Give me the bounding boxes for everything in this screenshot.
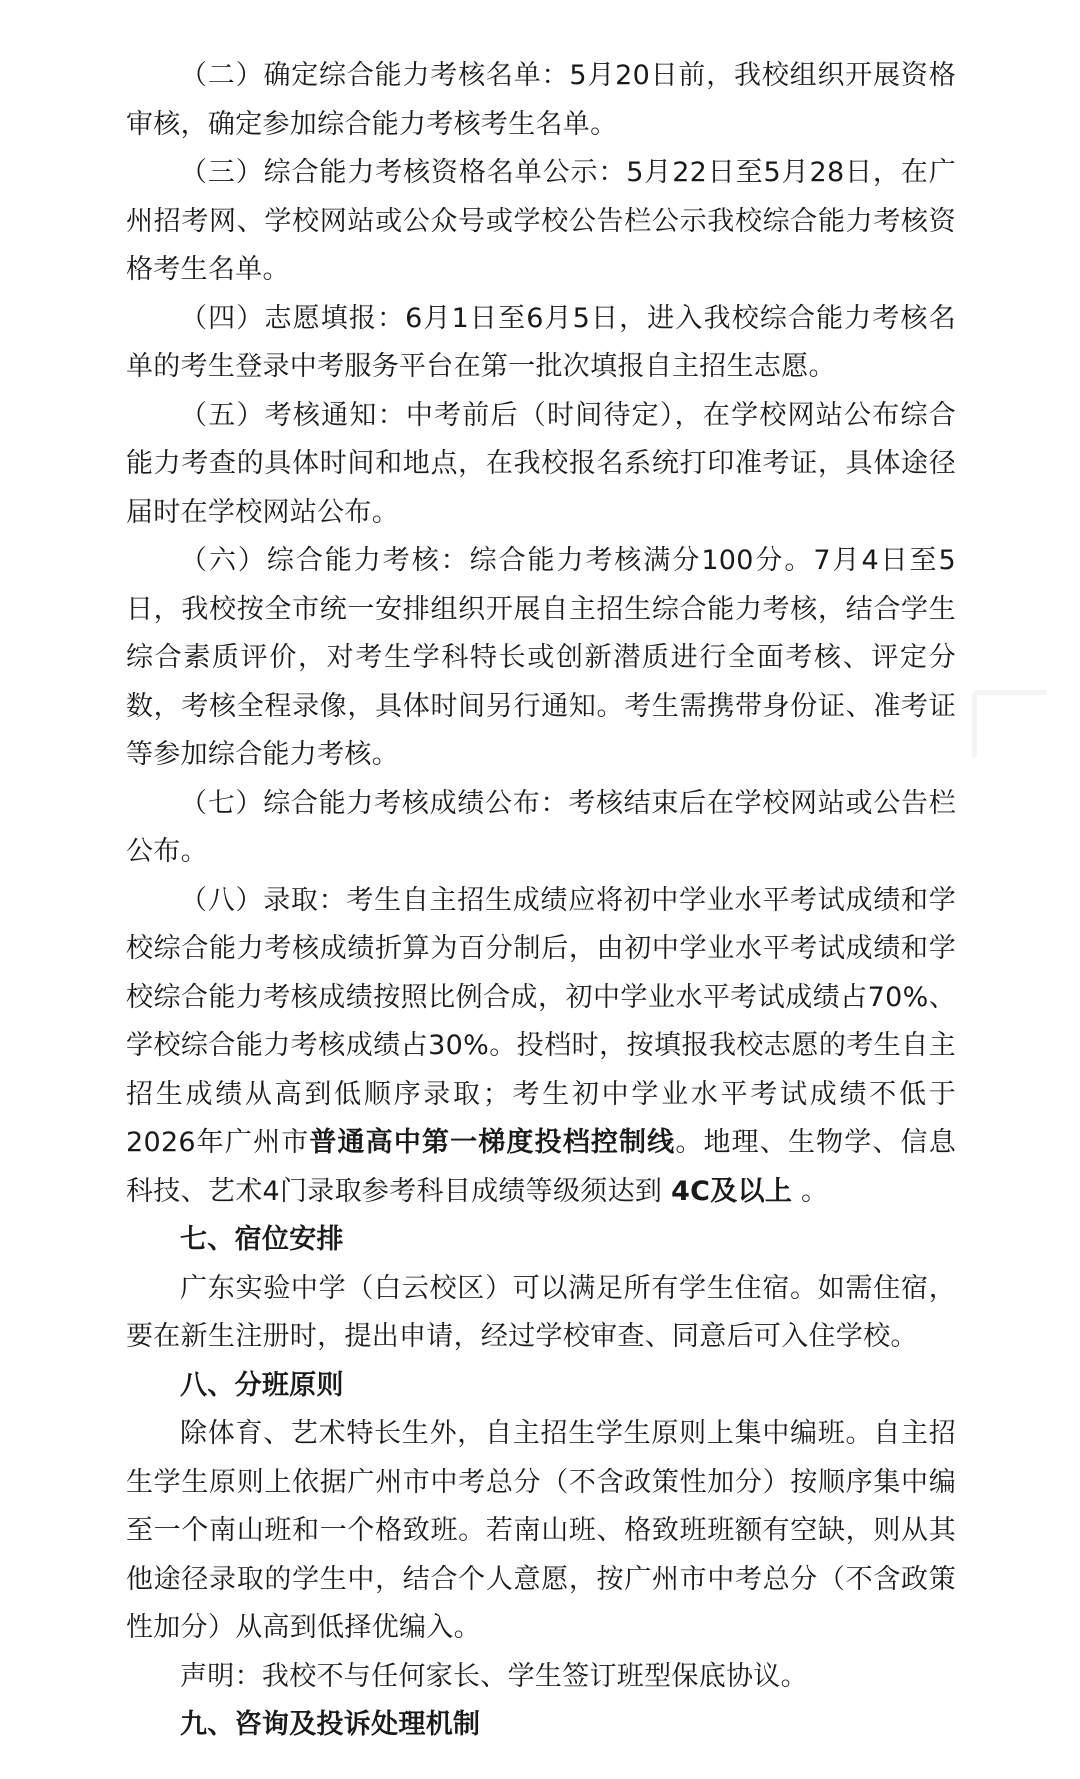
admission-grade-requirement: 4C及以上: [671, 1175, 793, 1207]
item-3-body: 综合能力考核资格名单公示：5月22日至5月28日，在广州招考网、学校网站或公众号或学校公告栏公示我校综合能力考核资格考生名单。: [126, 157, 956, 285]
item-3-label: （三）: [180, 157, 264, 188]
item-4-label: （四）: [180, 302, 265, 334]
item-5: [126, 392, 956, 538]
section-8-statement: 声明：我校不与任何家长、学生签订班型保底协议。: [180, 1660, 808, 1692]
admission-control-line: 普通高中第一梯度投档控制线: [309, 1127, 676, 1158]
item-7-body: 综合能力考核成绩公布：考核结束后在学校网站或公告栏公布。: [126, 787, 957, 867]
section-7-body: 广东实验中学（白云校区）可以满足所有学生住宿。如需住宿，要在新生注册时，提出申请，经过学校审查、同意后可入住学校。: [126, 1272, 956, 1352]
item-6: [126, 537, 956, 780]
item-7-label: （七）: [180, 787, 264, 819]
section-8-heading: 八、分班原则: [180, 1369, 344, 1401]
item-4-body: 志愿填报：6月1日至6月5日，进入我校综合能力考核名单的考生登录中考服务平台在第一批次填报自主招生志愿。: [126, 302, 957, 382]
item-6-label: （六）: [180, 545, 267, 576]
document-page: [126, 52, 956, 1750]
section-7-heading: 七、宿位安排: [180, 1224, 344, 1255]
item-5-body: 考核通知：中考前后（时间待定），在学校网站公布综合能力考查的具体时间和地点，在我校报名系统打印准考证，具体途径届时在学校网站公布。: [126, 399, 957, 528]
scan-glare-mark: [972, 690, 1047, 757]
section-8-body: 除体育、艺术特长生外，自主招生学生原则上集中编班。自主招生学生原则上依据广州市中考总分（不含政策性加分）按顺序集中编至一个南山班和一个格致班。若南山班、格致班班额有空缺，则从其他途径录取的学生中，结合个人意愿，按广州市中考总分（不含政策性加分）从高到低择优编入。: [126, 1418, 956, 1643]
admission-text-3: 。: [792, 1175, 829, 1207]
item-5-label: （五）: [180, 399, 265, 431]
item-7: [126, 780, 956, 877]
admission-text-1: 录取：考生自主招生成绩应将初中学业水平考试成绩和学校综合能力考核成绩折算为百分制后，由初中学业水平考试成绩和学校综合能力考核成绩按照比例合成，初中学业水平考试成绩占70%、学校综合能力考核成绩占30%。投档时，按填报我校志愿的考生自主招生成绩从高到低顺序录取；考生初中学业水平考试成绩不低于2026年广州市: [126, 884, 957, 1158]
item-2-label: （二）: [180, 60, 264, 91]
section-9-heading: 九、咨询及投诉处理机制: [180, 1709, 481, 1740]
item-6-body: 综合能力考核：综合能力考核满分100分。7月4日至5日，我校按全市统一安排组织开展自主招生综合能力考核，结合学生综合素质评价，对考生学科特长或创新潜质进行全面考核、评定分数，考核全程录像，具体时间另行通知。考生需携带身份证、准考证等参加综合能力考核。: [126, 545, 956, 770]
item-8-admission: [126, 877, 956, 1217]
item-4: [126, 295, 956, 392]
item-2-body: 确定综合能力考核名单：5月20日前，我校组织开展资格审核，确定参加综合能力考核考生名单。: [126, 60, 956, 140]
item-3: [126, 149, 956, 295]
item-2: [126, 52, 956, 149]
admission-text-2: 。地理、生物学、信息科技、艺术4门录取参考科目成绩等级须达到: [126, 1127, 956, 1207]
item-8-label: （八）: [180, 884, 264, 916]
